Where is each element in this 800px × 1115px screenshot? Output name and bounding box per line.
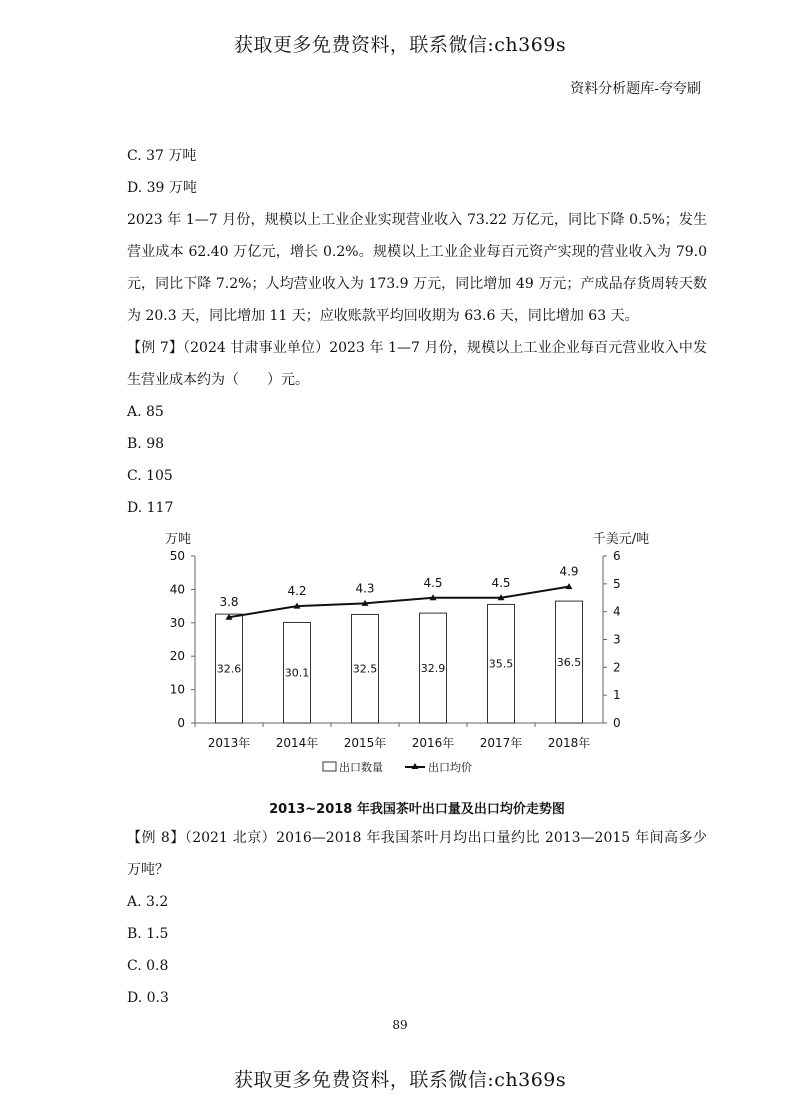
legend-bar-label: 出口数量 <box>339 761 383 774</box>
q8-option-d: D. 0.3 <box>127 990 169 1006</box>
right-tick-label: 6 <box>613 549 621 563</box>
bar-value-label: 32.6 <box>216 662 242 676</box>
right-tick-label: 1 <box>613 688 621 703</box>
page-subtitle: 资料分析题库-夸夸刷 <box>570 81 701 97</box>
bottom-banner: 获取更多免费资料，联系微信:ch369s <box>233 1069 567 1091</box>
q7-option-a: A. 85 <box>127 404 164 420</box>
q8-option-a: A. 3.2 <box>127 894 169 910</box>
q8-option-b: B. 1.5 <box>127 926 169 942</box>
left-tick-label: 10 <box>169 682 185 697</box>
bar-value-label: 32.9 <box>420 662 446 676</box>
x-tick-label: 2017年 <box>479 736 523 750</box>
legend-bar-swatch <box>323 762 336 771</box>
avg-price-label: 4.5 <box>423 575 443 590</box>
bar-value-label: 35.5 <box>488 657 514 671</box>
avg-price-label: 4.5 <box>491 575 511 590</box>
x-tick-label: 2013年 <box>207 736 251 750</box>
avg-price-label: 4.3 <box>355 581 375 596</box>
question-8-stem: 【例 8】（2021 北京）2016—2018 年我国茶叶月均出口量约比 2013—2015 年间高多少万吨？ <box>127 830 707 878</box>
bar-value-label: 32.5 <box>352 662 378 676</box>
top-banner: 获取更多免费资料，联系微信:ch369s <box>233 34 567 56</box>
option-d-prev: D. 39 万吨 <box>127 180 197 196</box>
x-tick-label: 2018年 <box>547 736 591 750</box>
right-tick-label: 0 <box>613 716 621 730</box>
page-content <box>127 140 707 1014</box>
tea-export-chart <box>127 530 707 800</box>
left-tick-label: 40 <box>169 582 185 597</box>
bar-value-label: 30.1 <box>284 666 310 680</box>
y-axis-label: 万吨 <box>165 532 192 547</box>
left-tick-label: 20 <box>169 649 185 664</box>
question-7-stem: 【例 7】（2024 甘肃事业单位）2023 年 1—7 月份，规模以上工业企业每百元营业收入中发生营业成本约为（ ）元。 <box>127 340 707 388</box>
avg-price-label: 4.2 <box>287 584 307 599</box>
q7-option-c: C. 105 <box>127 468 173 484</box>
x-tick-label: 2016年 <box>411 736 455 750</box>
bar-value-label: 36.5 <box>556 656 582 670</box>
right-tick-label: 3 <box>613 632 621 647</box>
avg-price-label: 3.8 <box>219 595 239 610</box>
page-number: 89 <box>392 1018 408 1032</box>
right-tick-label: 2 <box>613 660 621 675</box>
x-tick-label: 2015年 <box>343 736 387 750</box>
chart-canvas <box>127 530 707 800</box>
avg-price-label: 4.9 <box>559 564 579 579</box>
legend-line-label: 出口均价 <box>428 761 472 774</box>
chart-title: 2013~2018 年我国茶叶出口量及出口均价走势图 <box>269 802 565 817</box>
right-tick-label: 5 <box>613 576 621 591</box>
q8-option-c: C. 0.8 <box>127 958 169 974</box>
left-tick-label: 0 <box>177 716 185 730</box>
avg-price-line <box>229 587 569 618</box>
left-tick-label: 50 <box>169 549 185 563</box>
q7-option-d: D. 117 <box>127 500 174 516</box>
left-tick-label: 30 <box>169 615 185 630</box>
option-c-prev: C. 37 万吨 <box>127 148 197 164</box>
y2-axis-label: 千美元/吨 <box>592 532 650 547</box>
x-tick-label: 2014年 <box>275 736 319 750</box>
q7-option-b: B. 98 <box>127 436 165 452</box>
right-tick-label: 4 <box>613 604 621 619</box>
passage: 2023 年 1—7 月份，规模以上工业企业实现营业收入 73.22 万亿元，同比下降 0.5%；发生营业成本 62.40 万亿元，增长 0.2%。规模以上工业企业每百元资产实现的营业收入为 79.0 元，同比下降 7.2%；人均营业收入为 173.9 万元，同比增加 49 万元；产成品存货周转天数为 20.3 天，同比增加 11 天；应收账款平均回收期为 63.6 天，同比增加 63 天。 <box>127 212 707 324</box>
